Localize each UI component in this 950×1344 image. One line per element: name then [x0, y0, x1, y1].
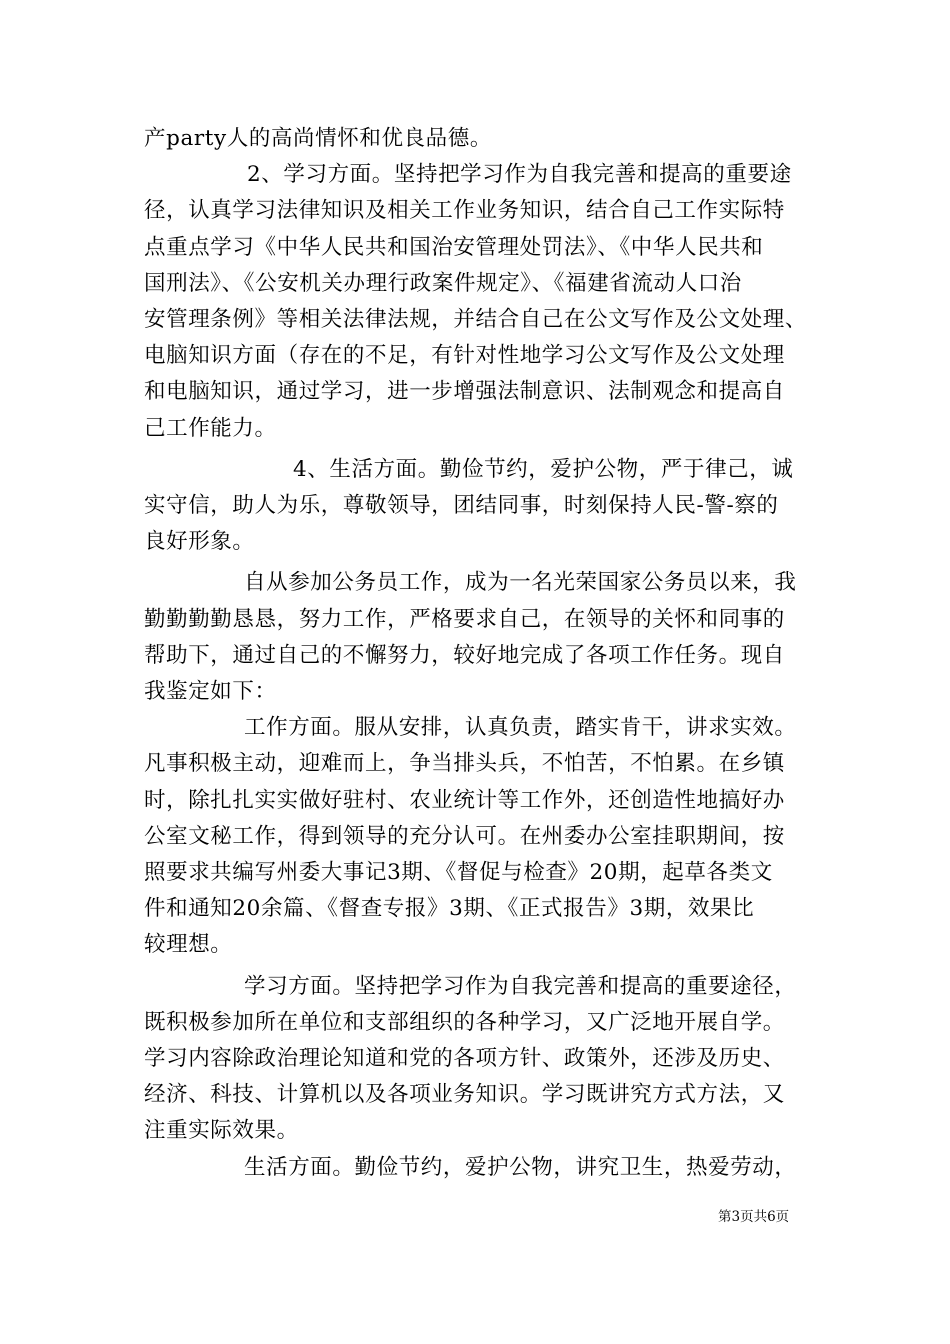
text-line: 实守信，助人为乐，尊敬领导，团结同事，时刻保持人民-警-察的 [144, 493, 779, 519]
text-line: 我鉴定如下： [144, 679, 277, 705]
paragraph-5 [144, 710, 812, 963]
page-number: 第3页共6页 [718, 1209, 790, 1225]
paragraph-3 [144, 452, 812, 561]
text-line: 己工作能力。 [144, 415, 277, 441]
paragraph-7 [144, 1150, 812, 1186]
text-line: 4、生活方面。勤俭节约，爱护公物，严于律己，诚 [293, 456, 794, 482]
body-text [144, 121, 812, 1186]
text-line: 既积极参加所在单位和支部组织的各种学习，又广泛地开展自学。 [144, 1009, 785, 1035]
text-line: 点重点学习《中华人民共和国治安管理处罚法》、《中华人民共和 [144, 234, 764, 260]
text-line: 时，除扎扎实实做好驻村、农业统计等工作外，还创造性地搞好办 [144, 787, 785, 813]
text-line: 径，认真学习法律知识及相关工作业务知识，结合自己工作实际特 [144, 198, 785, 224]
text-line: 电脑知识方面（存在的不足，有针对性地学习公文写作及公文处理 [144, 343, 785, 369]
paragraph-2 [144, 157, 812, 447]
paragraph-1 [144, 121, 812, 157]
text-line: 生活方面。勤俭节约，爱护公物，讲究卫生，热爱劳动， [244, 1154, 797, 1180]
text-line: 注重实际效果。 [144, 1118, 299, 1144]
text-line: 经济、科技、计算机以及各项业务知识。学习既讲究方式方法，又 [144, 1082, 785, 1108]
text-line: 自从参加公务员工作，成为一名光荣国家公务员以来，我 [244, 570, 797, 596]
paragraph-4 [144, 565, 812, 710]
text-line: 良好形象。 [144, 529, 255, 555]
text-line: 安管理条例》等相关法律法规，并结合自己在公文写作及公文处理、 [144, 307, 808, 333]
text-line: 国刑法》、《公安机关办理行政案件规定》、《福建省流动人口治 [144, 270, 742, 296]
paragraph-6 [144, 969, 812, 1150]
text-line: 凡事积极主动，迎难而上，争当排头兵，不怕苦，不怕累。在乡镇 [144, 751, 785, 777]
text-line: 公室文秘工作，得到领导的充分认可。在州委办公室挂职期间，按 [144, 823, 785, 849]
text-line: 学习方面。坚持把学习作为自我完善和提高的重要途径， [244, 973, 797, 999]
text-line: 2、学习方面。坚持把学习作为自我完善和提高的重要途 [247, 162, 792, 188]
text-line: 产party人的高尚情怀和优良品德。 [144, 126, 492, 151]
text-line: 工作方面。服从安排，认真负责，踏实肯干，讲求实效。 [244, 715, 797, 741]
text-line: 件和通知20余篇、《督查专报》3期、《正式报告》3期，效果比 [144, 896, 755, 922]
text-line: 勤勤勤勤恳恳，努力工作，严格要求自己，在领导的关怀和同事的 [144, 606, 785, 632]
text-line: 照要求共编写州委大事记3期、《督促与检查》20期，起草各类文 [144, 860, 773, 886]
text-line: 和电脑知识，通过学习，进一步增强法制意识、法制观念和提高自 [144, 379, 785, 405]
text-line: 较理想。 [144, 932, 233, 958]
text-line: 学习内容除政治理论知道和党的各项方针、政策外，还涉及历史、 [144, 1046, 785, 1072]
text-line: 帮助下，通过自己的不懈努力，较好地完成了各项工作任务。现自 [144, 642, 785, 668]
